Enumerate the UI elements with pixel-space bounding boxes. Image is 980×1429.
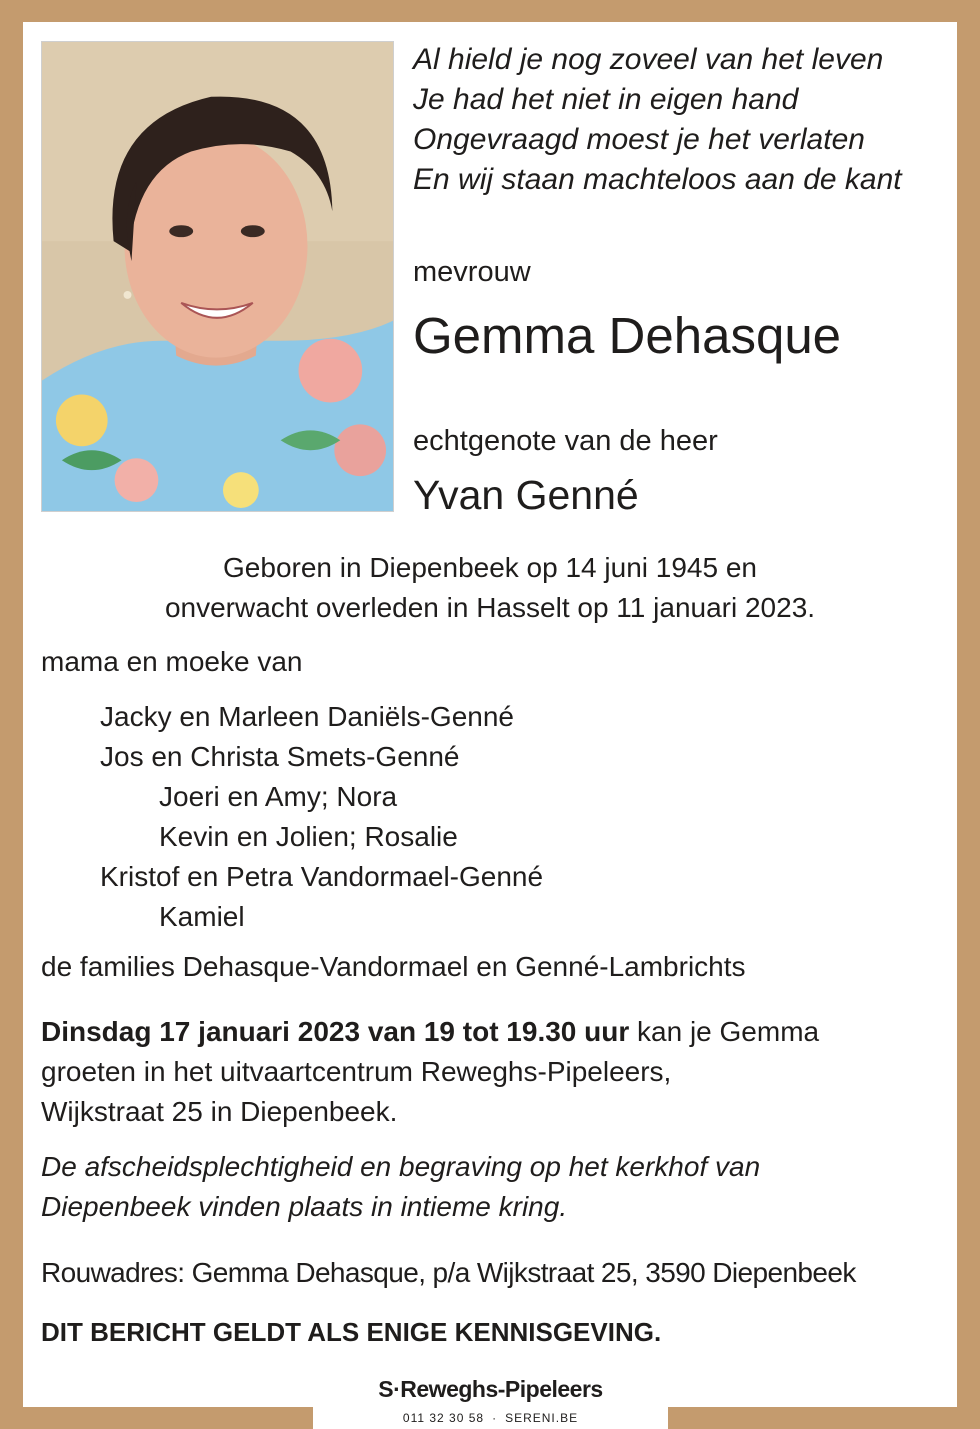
poem-line: Je had het niet in eigen hand	[413, 83, 799, 116]
ceremony-line: De afscheidsplechtigheid en begraving op het kerkhof van	[41, 1151, 761, 1182]
deceased-title: mevrouw	[413, 256, 531, 288]
visitation-info	[41, 1012, 819, 1132]
poem-line: Al hield je nog zoveel van het leven	[413, 43, 884, 76]
death-line: onverwacht overleden in Hasselt op 11 januari 2023.	[164, 592, 816, 623]
ceremony-line: Diepenbeek vinden plaats in intieme kring.	[41, 1191, 568, 1222]
poem-line: Ongevraagd moest je het verlaten	[413, 123, 865, 156]
family-member: Joeri en Amy; Nora	[159, 781, 398, 812]
ceremony-info	[41, 1147, 760, 1227]
family-list	[41, 697, 543, 937]
contact-separator: ·	[492, 1411, 498, 1425]
visitation-line2: groeten in het uitvaartcentrum Reweghs-Pipeleers,	[41, 1056, 672, 1087]
mourning-address: Rouwadres: Gemma Dehasque, p/a Wijkstraat 25, 3590 Diepenbeek	[41, 1257, 856, 1288]
family-member: Kristof en Petra Vandormael-Genné	[100, 861, 544, 892]
visitation-date: Dinsdag 17 januari 2023 van 19 tot 19.30 uur	[41, 1016, 630, 1047]
visitation-line3: Wijkstraat 25 in Diepenbeek.	[41, 1096, 398, 1127]
official-notice: DIT BERICHT GELDT ALS ENIGE KENNISGEVING.	[41, 1317, 662, 1347]
family-member: Kevin en Jolien; Rosalie	[159, 821, 458, 852]
deceased-name: Gemma Dehasque	[413, 307, 842, 364]
poem	[413, 40, 902, 200]
birth-line: Geboren in Diepenbeek op 14 juni 1945 en	[223, 552, 757, 583]
phone-number: 011 32 30 58	[402, 1411, 485, 1425]
family-member: Kamiel	[159, 901, 245, 932]
portrait-illustration	[42, 42, 393, 511]
poem-line: En wij staan machteloos aan de kant	[413, 163, 902, 196]
family-intro: mama en moeke van	[41, 646, 303, 677]
spouse-name: Yvan Genné	[413, 472, 639, 518]
visitation-line1: kan je Gemma	[629, 1016, 820, 1047]
funeral-home-contact	[313, 1409, 668, 1427]
birth-death-statement	[30, 548, 950, 628]
family-member: Jacky en Marleen Daniëls-Genné	[100, 701, 514, 732]
spouse-title: echtgenote van de heer	[413, 425, 718, 457]
website: SERENI.BE	[505, 1411, 579, 1425]
funeral-home-logo: S·Reweghs-Pipeleers	[378, 1376, 603, 1402]
extended-families: de families Dehasque-Vandormael en Genné-Lambrichts	[41, 951, 746, 982]
family-member: Jos en Christa Smets-Genné	[100, 741, 460, 772]
portrait-photo	[41, 41, 394, 512]
